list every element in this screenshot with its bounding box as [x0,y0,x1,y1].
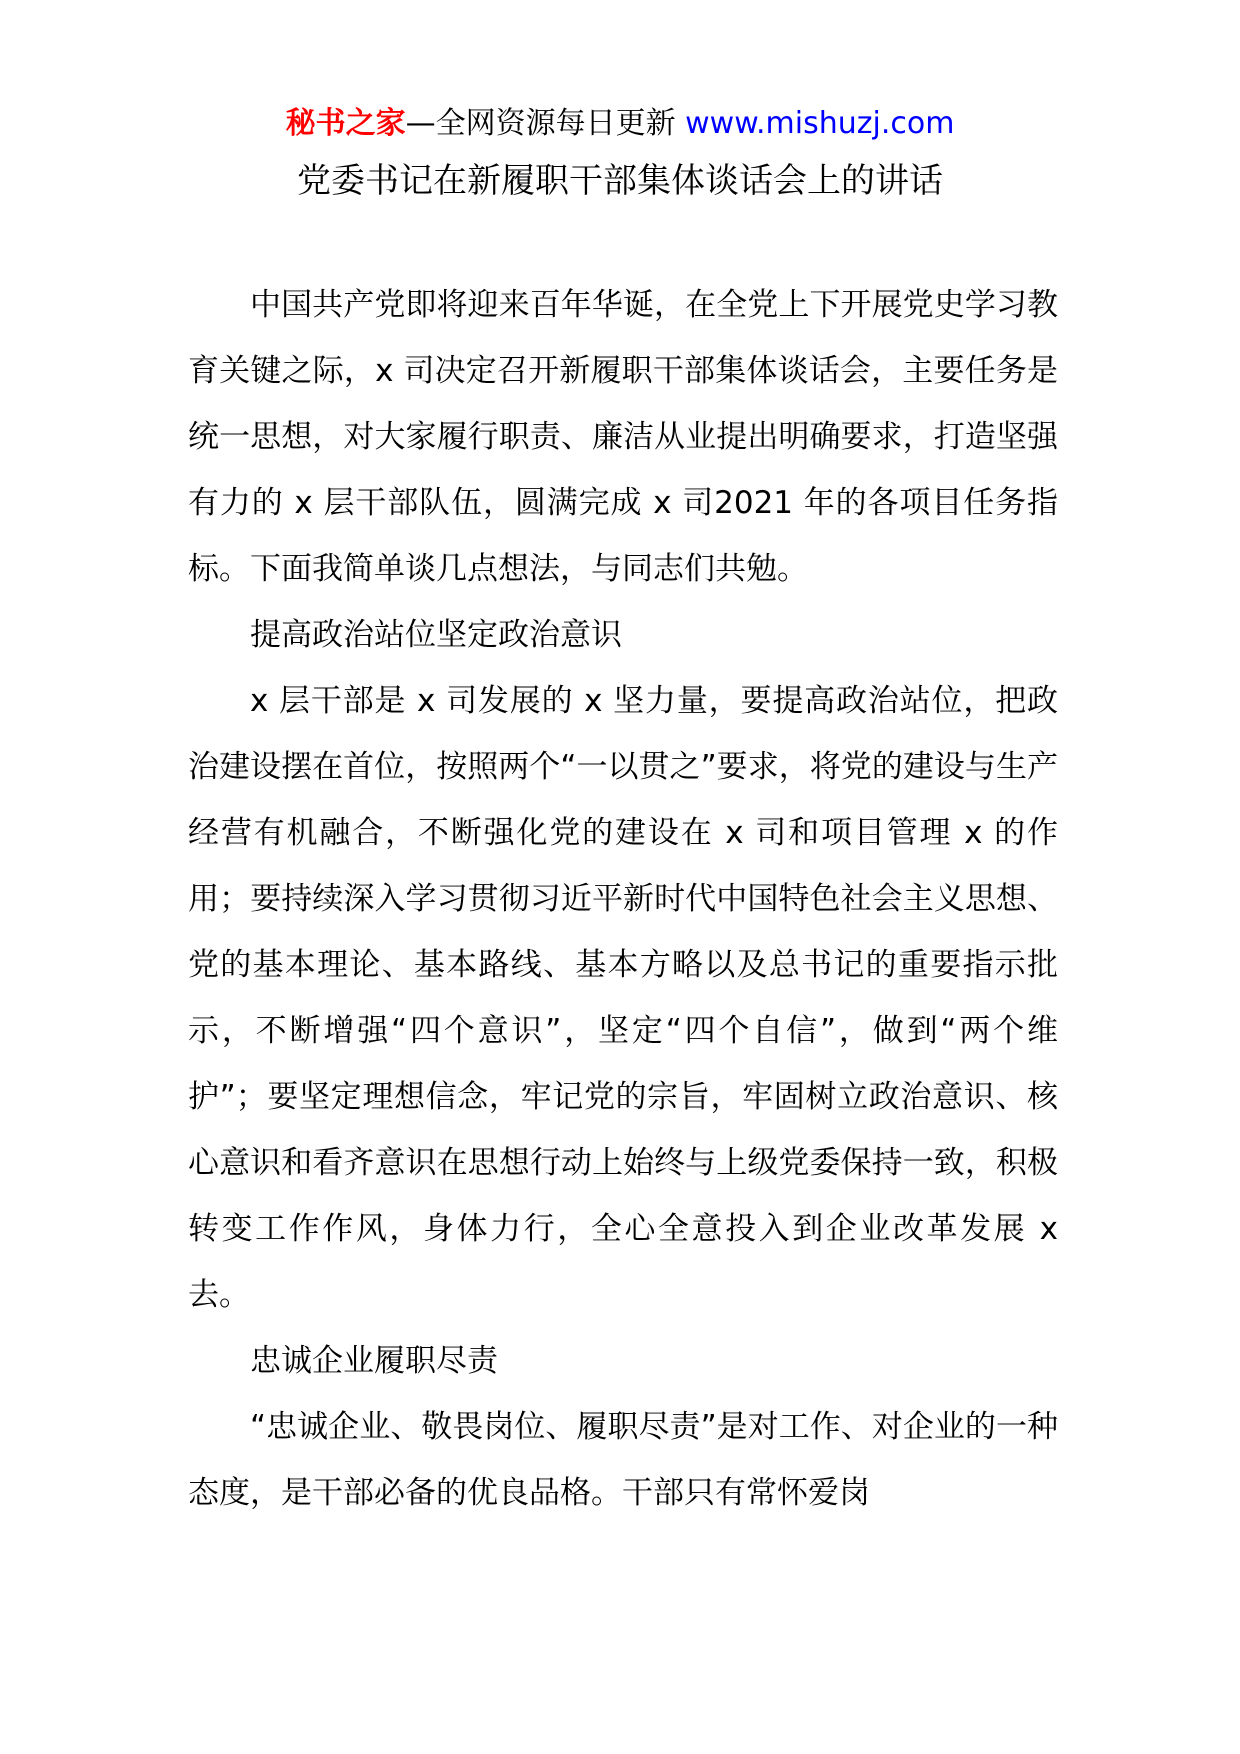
paragraph-loyalty: “忠诚企业、敬畏岗位、履职尽责”是对工作、对企业的一种态度，是干部必备的优良品格。干部只有常怀爱岗 [188,1409,1058,1511]
paragraph-political: x 层干部是 x 司发展的 x 坚力量，要提高政治站位，把政治建设摆在首位，按照两个“一以贯之”要求，将党的建设与生产经营有机融合，不断强化党的建设在 x 司和项目管理 x 的作用；要持续深入学习贯彻习近平新时代中国特色社会主义思想、党的基本理论、基本路线、基本方略以及总书记的重要指示批示，不断增强“四个意识”，坚定“四个自信”，做到“两个维护”；要坚定理想信念，牢记党的宗旨，牢固树立政治意识、核心意识和看齐意识在思想行动上始终与上级党委保持一致，积极转变工作作风，身体力行，全心全意投入到企业改革发展 x 去。 [188,683,1058,1313]
section-heading-political: 提高政治站位坚定政治意识 [250,617,622,653]
document-title: 党委书记在新履职干部集体谈话会上的讲话 [297,161,943,201]
paragraph-intro: 中国共产党即将迎来百年华诞，在全党上下开展党史学习教育关键之际，x 司决定召开新履职干部集体谈话会，主要任务是统一思想，对大家履行职责、廉洁从业提出明确要求，打造坚强有力的 x 层干部队伍，圆满完成 x 司2021 年的各项目任务指标。下面我简单谈几点想法，与同志们共勉。 [188,287,1058,587]
watermark-header [0,104,1240,144]
document-body [188,272,1058,1526]
brand-name: 秘书之家 [285,106,406,141]
site-url-link[interactable]: www.mishuzj.com [685,106,955,141]
section-heading-loyalty: 忠诚企业履职尽责 [250,1343,498,1379]
header-slogan: —全网资源每日更新 [405,106,676,141]
